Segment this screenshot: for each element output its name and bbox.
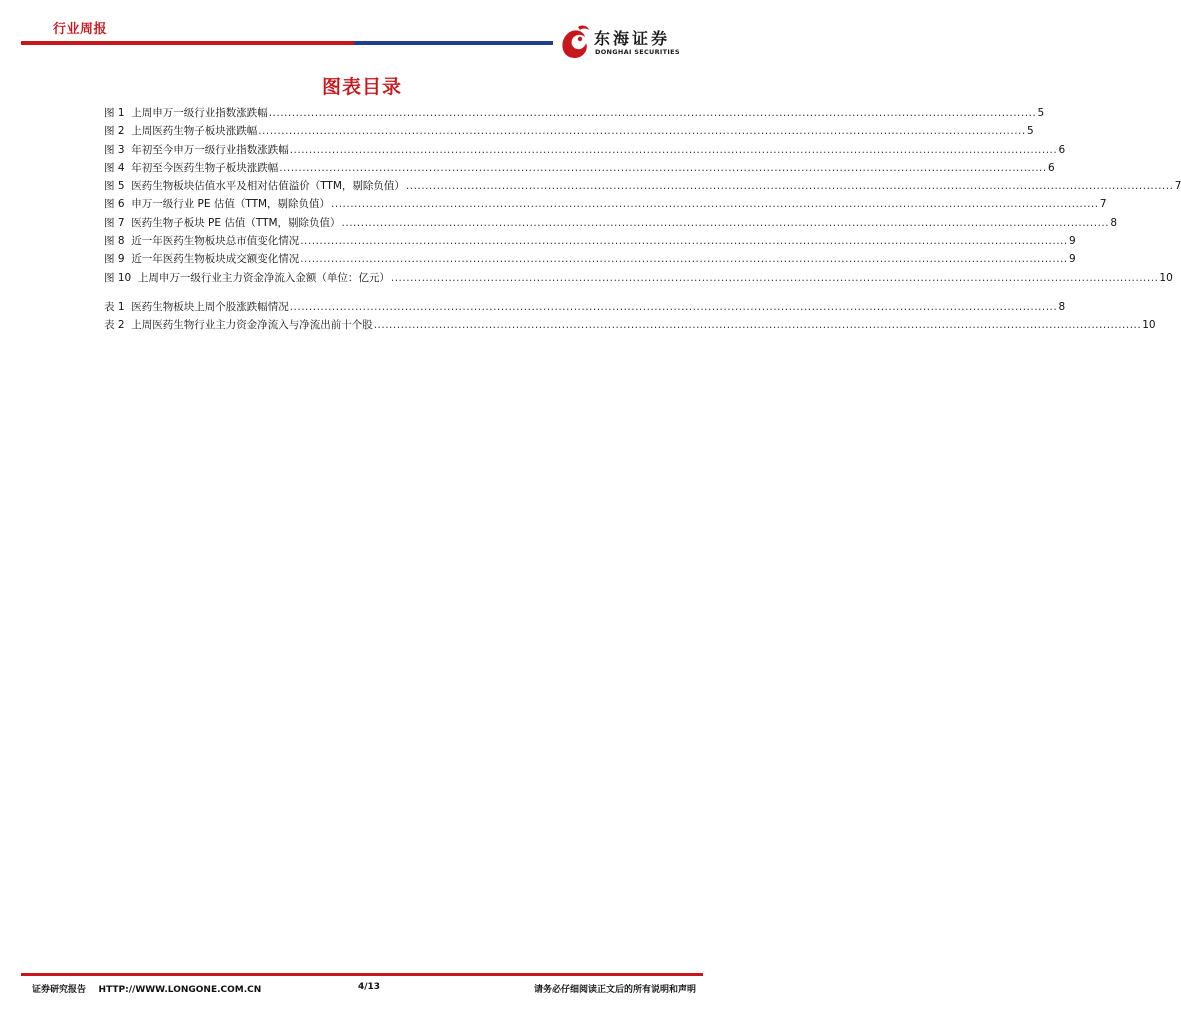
toc-entry[interactable] bbox=[104, 195, 1107, 213]
toc-entry-page: 8 bbox=[1110, 216, 1118, 229]
header-rule-blue-segment bbox=[354, 41, 553, 45]
toc-entry[interactable] bbox=[104, 141, 1066, 159]
toc-entry-label: 图 1 上周申万一级行业指数涨跌幅 bbox=[104, 107, 268, 119]
toc-entry-page: 5 bbox=[1027, 125, 1034, 138]
toc-entry-label: 图 6 申万一级行业 PE 估值（TTM，剔除负值） bbox=[104, 198, 331, 211]
toc-entry-label: 表 1 医药生物板块上周个股涨跌幅情况 bbox=[104, 301, 289, 313]
toc-dot-leader: ........................................................................................................................................................................................................ bbox=[289, 143, 1058, 156]
toc-entry[interactable] bbox=[104, 177, 1181, 195]
toc-dot-leader: ........................................................................................................................................................................................................ bbox=[405, 180, 1174, 193]
toc-dot-leader: ........................................................................................................................................................................................................ bbox=[300, 235, 1068, 248]
toc-entry-label: 图 10 上周申万一级行业主力资金净流入金额（单位：亿元） bbox=[104, 271, 390, 284]
toc-dot-leader: ........................................................................................................................................................................................................ bbox=[373, 319, 1142, 332]
toc-entry-page: 10 bbox=[1142, 319, 1156, 332]
toc-entry-page: 6 bbox=[1058, 143, 1066, 156]
donghai-logo bbox=[558, 22, 708, 62]
toc-entry[interactable] bbox=[104, 122, 1034, 140]
footer-page-number: 4/13 bbox=[358, 982, 381, 992]
toc-entry-page: 8 bbox=[1058, 301, 1066, 313]
toc-entry-page: 10 bbox=[1159, 271, 1173, 284]
toc-entry[interactable] bbox=[104, 159, 1055, 177]
toc-entry-label: 图 2 上周医药生物子板块涨跌幅 bbox=[104, 125, 258, 138]
toc-entry[interactable] bbox=[104, 232, 1076, 250]
toc-dot-leader: ........................................................................................................................................................................................................ bbox=[390, 271, 1159, 284]
toc-entry-label: 表 2 上周医药生物行业主力资金净流入与净流出前十个股 bbox=[104, 319, 373, 332]
toc-entry-page: 9 bbox=[1069, 253, 1076, 266]
toc-entry-page: 7 bbox=[1174, 180, 1181, 193]
footer-disclaimer: 请务必仔细阅读正文后的所有说明和声明 bbox=[533, 985, 696, 995]
toc-dot-leader: ........................................................................................................................................................................................................ bbox=[300, 253, 1068, 266]
toc-entry[interactable] bbox=[104, 269, 1173, 287]
report-category: 行业周报 bbox=[53, 22, 108, 37]
toc-entry[interactable] bbox=[104, 298, 1066, 316]
toc-entry-page: 7 bbox=[1099, 198, 1107, 211]
toc-dot-leader: ........................................................................................................................................................................................................ bbox=[289, 301, 1058, 313]
figure-list bbox=[104, 104, 1181, 287]
toc-entry-label: 图 4 年初至今医药生物子板块涨跌幅 bbox=[104, 161, 279, 174]
toc-dot-leader: ........................................................................................................................................................................................................ bbox=[268, 107, 1037, 119]
dragon-emblem-icon bbox=[558, 22, 592, 62]
footer-report-site: 证券研究报告 HTTP://WWW.LONGONE.COM.CN bbox=[32, 985, 262, 995]
table-list bbox=[104, 298, 1156, 335]
footer-rule bbox=[21, 973, 703, 976]
toc-entry-label: 图 3 年初至今申万一级行业指数涨跌幅 bbox=[104, 143, 289, 156]
toc-dot-leader: ........................................................................................................................................................................................................ bbox=[258, 125, 1026, 138]
toc-entry-label: 图 7 医药生物子板块 PE 估值（TTM，剔除负值） bbox=[104, 216, 341, 229]
toc-entry-page: 9 bbox=[1069, 235, 1076, 248]
toc-entry-label: 图 9 近一年医药生物板块成交额变化情况 bbox=[104, 253, 300, 266]
toc-dot-leader: ........................................................................................................................................................................................................ bbox=[341, 216, 1110, 229]
page-title: 图表目录 bbox=[321, 76, 402, 98]
toc-entry[interactable] bbox=[104, 316, 1156, 334]
header-rule bbox=[21, 41, 553, 45]
toc-entry-label: 图 8 近一年医药生物板块总市值变化情况 bbox=[104, 235, 300, 248]
logo-english-name: DONGHAI SECURITIES bbox=[595, 48, 680, 56]
toc-entry[interactable] bbox=[104, 214, 1118, 232]
toc-entry[interactable] bbox=[104, 104, 1045, 122]
logo-chinese-name: 东海证券 bbox=[594, 29, 671, 48]
toc-dot-leader: ........................................................................................................................................................................................................ bbox=[331, 198, 1099, 211]
toc-entry-page: 6 bbox=[1048, 161, 1055, 174]
toc-dot-leader: ........................................................................................................................................................................................................ bbox=[279, 161, 1047, 174]
toc-entry[interactable] bbox=[104, 250, 1076, 268]
toc-entry-page: 5 bbox=[1037, 107, 1045, 119]
toc-entry-label: 图 5 医药生物板块估值水平及相对估值溢价（TTM，剔除负值） bbox=[104, 180, 405, 193]
